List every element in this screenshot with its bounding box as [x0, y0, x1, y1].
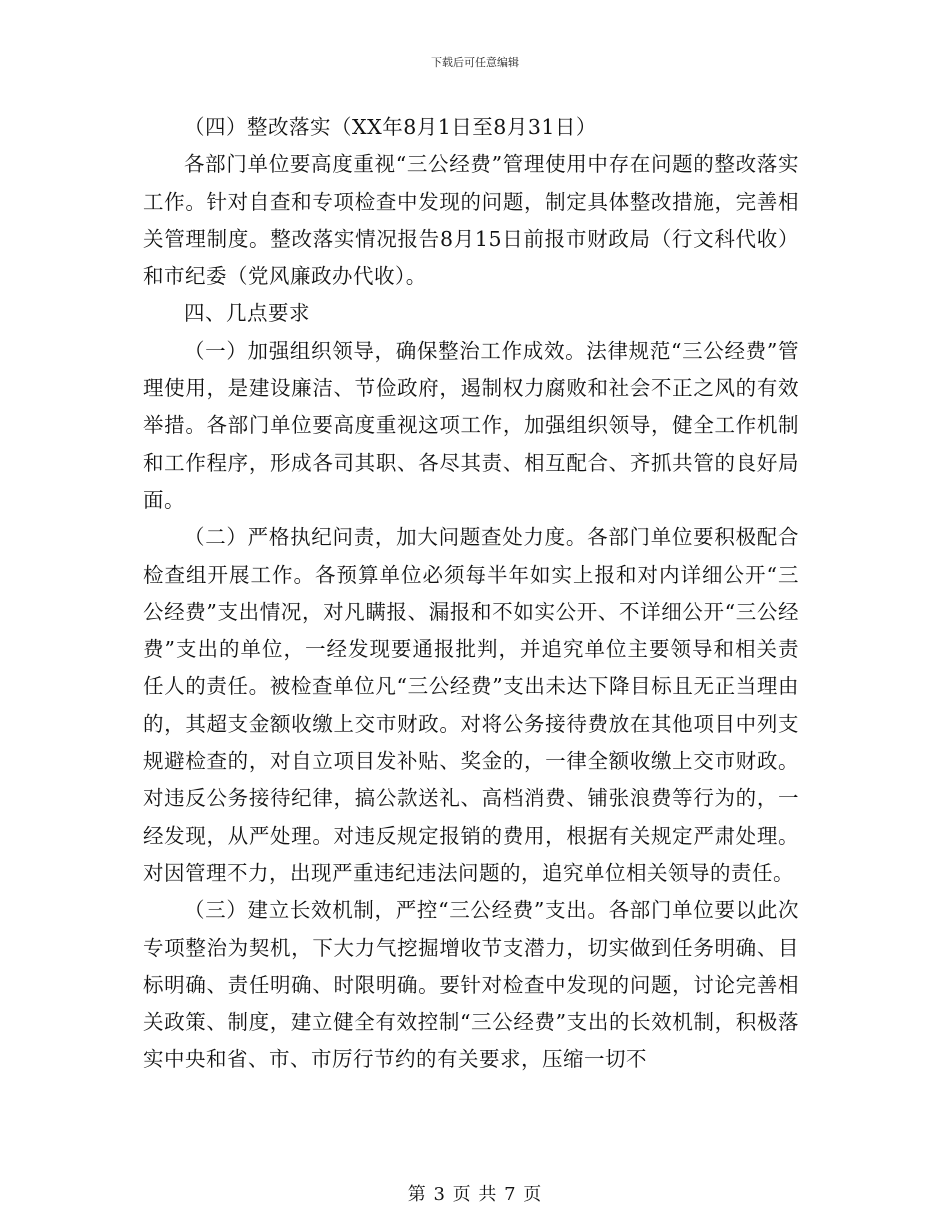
- paragraph-requirement-3: （三）建立长效机制，严控“三公经费”支出。各部门单位要以此次专项整治为契机，下大力气挖掘增收节支潜力，切实做到任务明确、目标明确、责任明确、时限明确。要针对检查中发现的问题，讨论完善相关政策、制度，建立健全有效控制“三公经费”支出的长效机制，积极落实中央和省、市、市厉行节约的有关要求，压缩一切不: [143, 898, 799, 1072]
- paragraph-rectification: 各部门单位要高度重视“三公经费”管理使用中存在问题的整改落实工作。针对自查和专项检查中发现的问题，制定具体整改措施，完善相关管理制度。整改落实情况报告8月15日前报市财政局（行文科代收）和市纪委（党风廉政办代收）。: [143, 152, 799, 289]
- page-footer: 第 3 页 共 7 页: [407, 1184, 543, 1205]
- section-heading-rectification: （四）整改落实（XX年8月1日至8月31日）: [184, 115, 597, 139]
- document-body: [143, 109, 799, 1079]
- paragraph-requirement-1: （一）加强组织领导，确保整治工作成效。法律规范“三公经费”管理使用，是建设廉洁、节俭政府，遏制权力腐败和社会不正之风的有效举措。各部门单位要高度重视这项工作，加强组织领导，健全工作机制和工作程序，形成各司其职、各尽其责、相互配合、齐抓共管的良好局面。: [143, 338, 799, 512]
- paragraph-requirement-2: （二）严格执纪问责，加大问题查处力度。各部门单位要积极配合检查组开展工作。各预算单位必须每半年如实上报和对内详细公开“三公经费”支出情况，对凡瞒报、漏报和不如实公开、不详细公开“三公经费”支出的单位，一经发现要通报批判，并追究单位主要领导和相关责任人的责任。被检查单位凡“三公经费”支出未达下降目标且无正当理由的，其超支金额收缴上交市财政。对将公务接待费放在其他项目中列支规避检查的，对自立项目发补贴、奖金的，一律全额收缴上交市财政。对违反公务接待纪律，搞公款送礼、高档消费、铺张浪费等行为的，一经发现，从严处理。对违反规定报销的费用，根据有关规定严肃处理。对因管理不力，出现严重违纪违法问题的，追究单位相关领导的责任。: [143, 525, 799, 885]
- section-heading-requirements: 四、几点要求: [184, 301, 310, 326]
- page-header: 下载后可任意编辑: [431, 56, 519, 69]
